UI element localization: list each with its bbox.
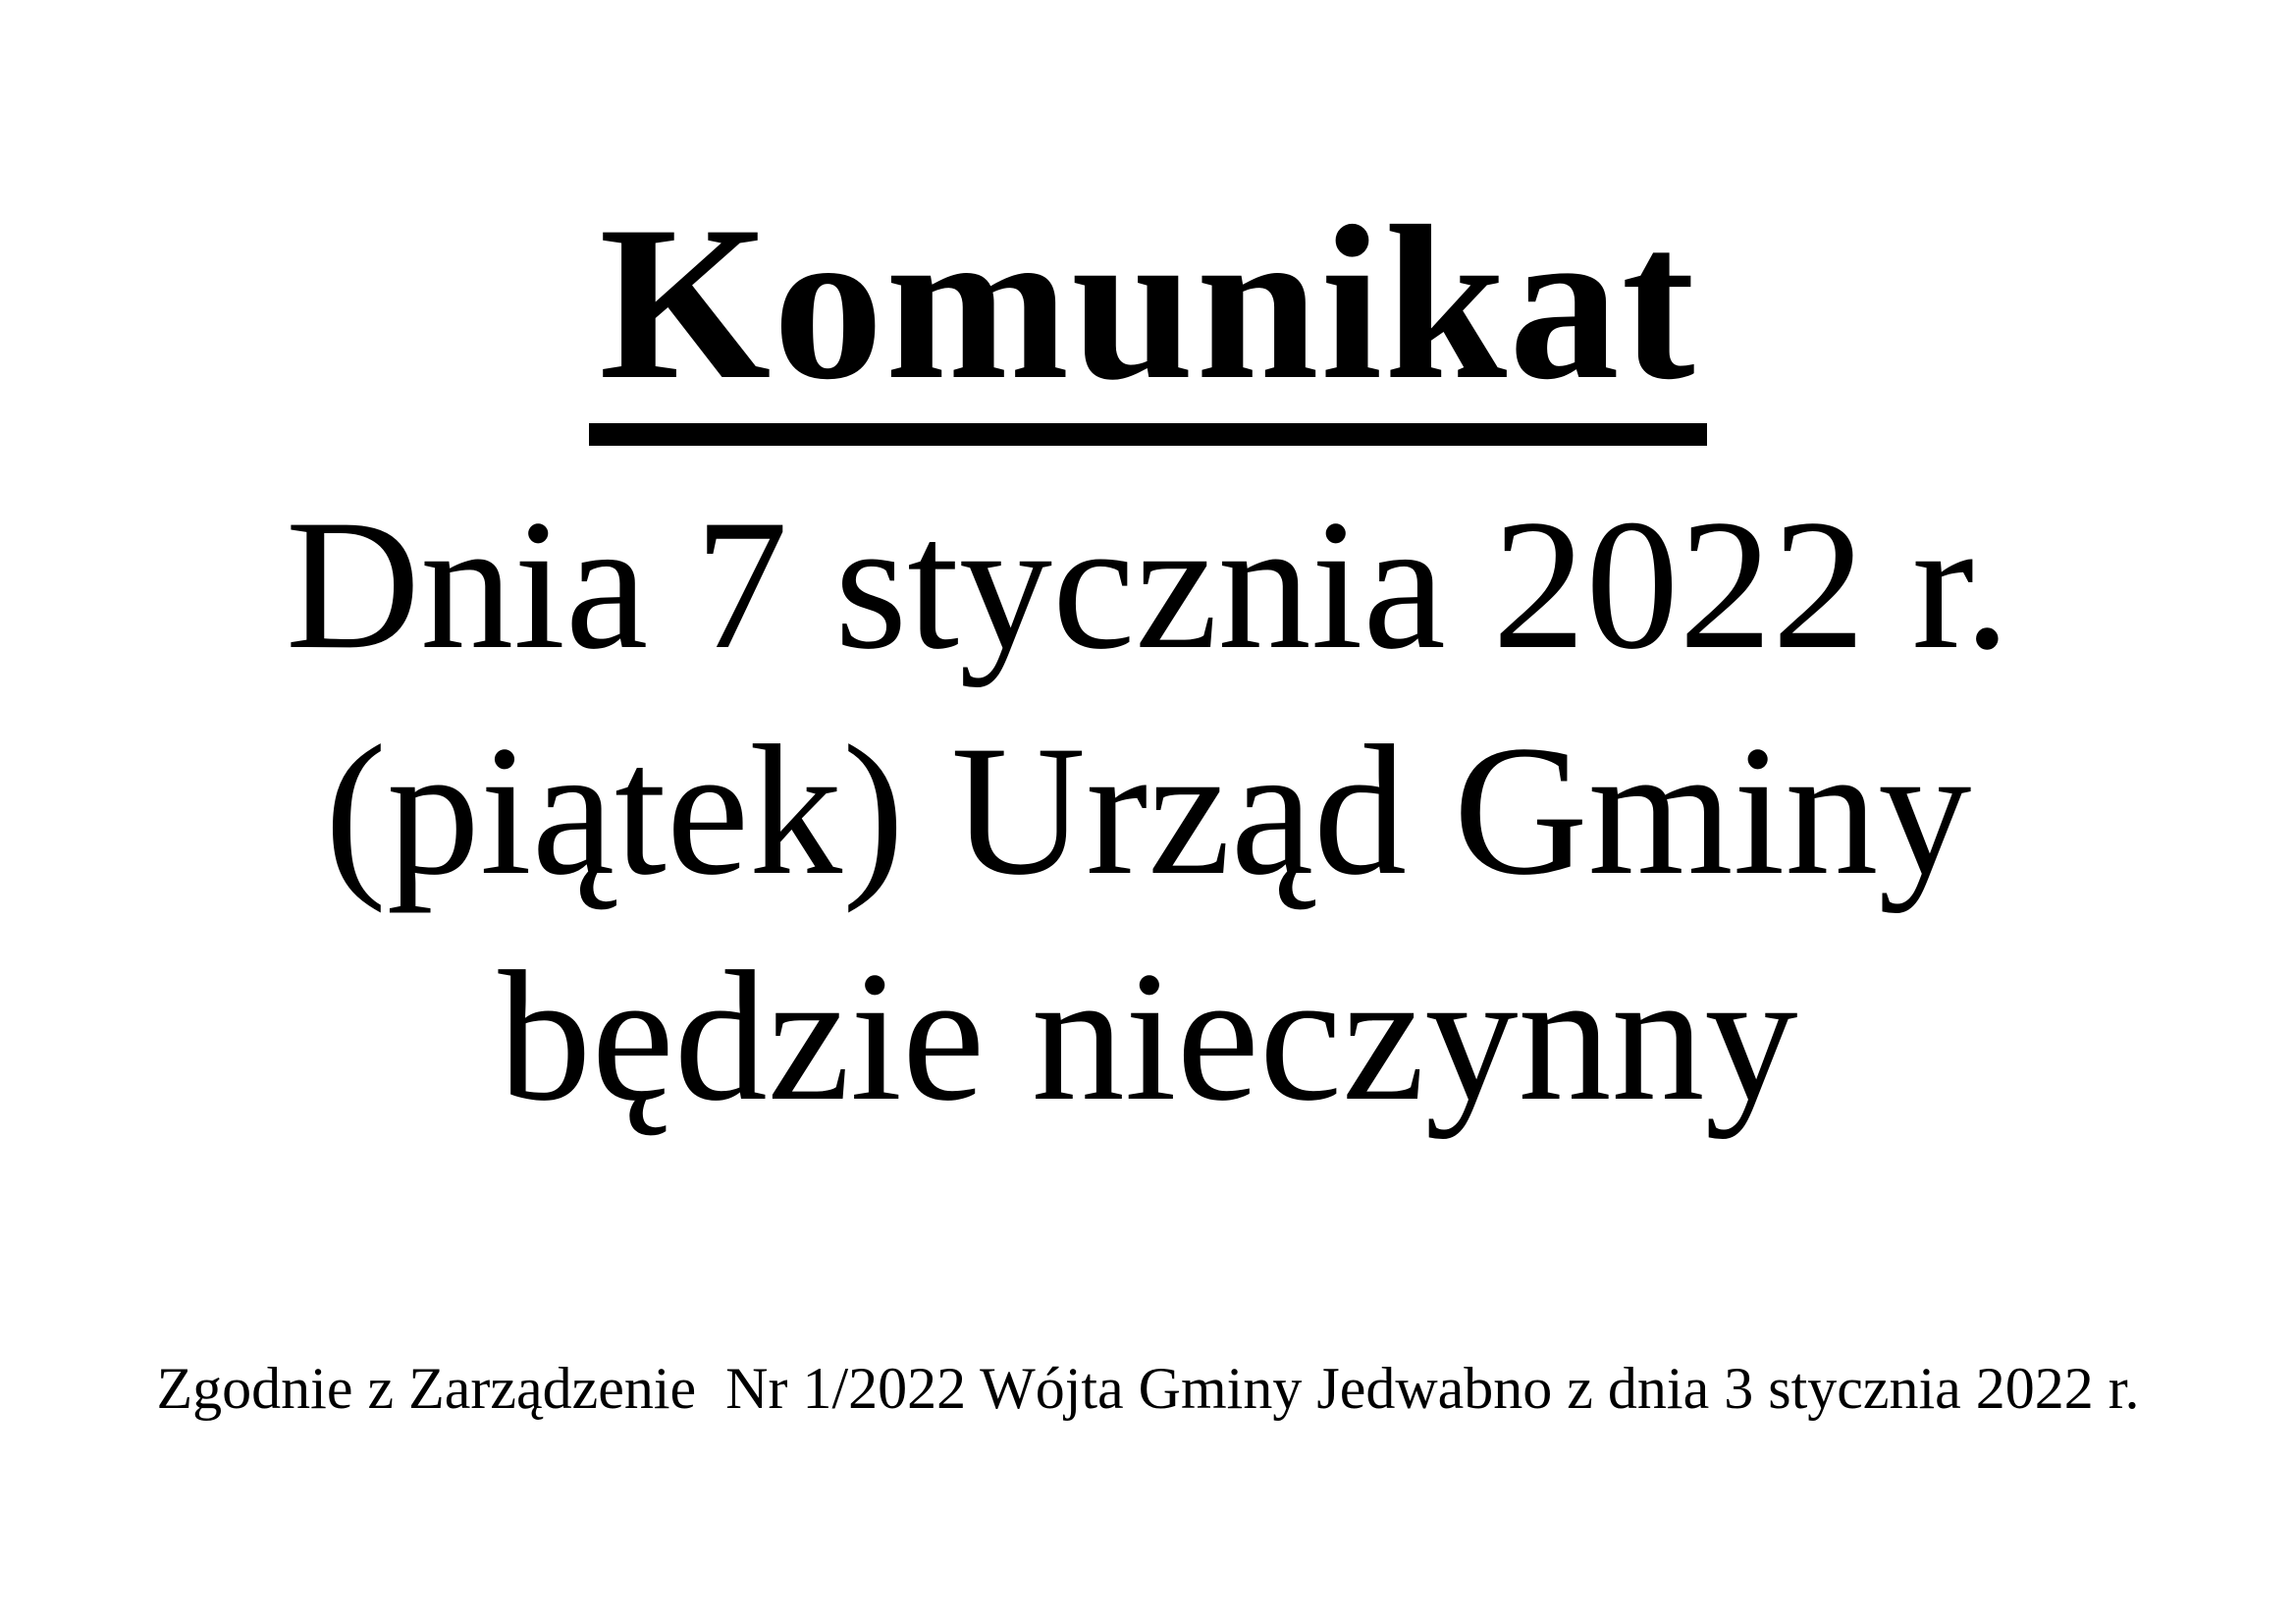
body-line-date: Dnia 7 stycznia 2022 r. xyxy=(285,482,2011,688)
announcement-body xyxy=(286,473,2010,1151)
title-container xyxy=(589,180,1706,446)
footer-note: Zgodnie z Zarządzenie Nr 1/2022 Wójta Gminy Jedwabno z dnia 3 stycznia 2022 r. xyxy=(156,1355,2140,1421)
body-line-closed: będzie nieczynny xyxy=(498,933,1798,1140)
body-line-office: (piątek) Urząd Gminy xyxy=(324,707,1972,914)
document-title: Komunikat xyxy=(589,192,1706,446)
